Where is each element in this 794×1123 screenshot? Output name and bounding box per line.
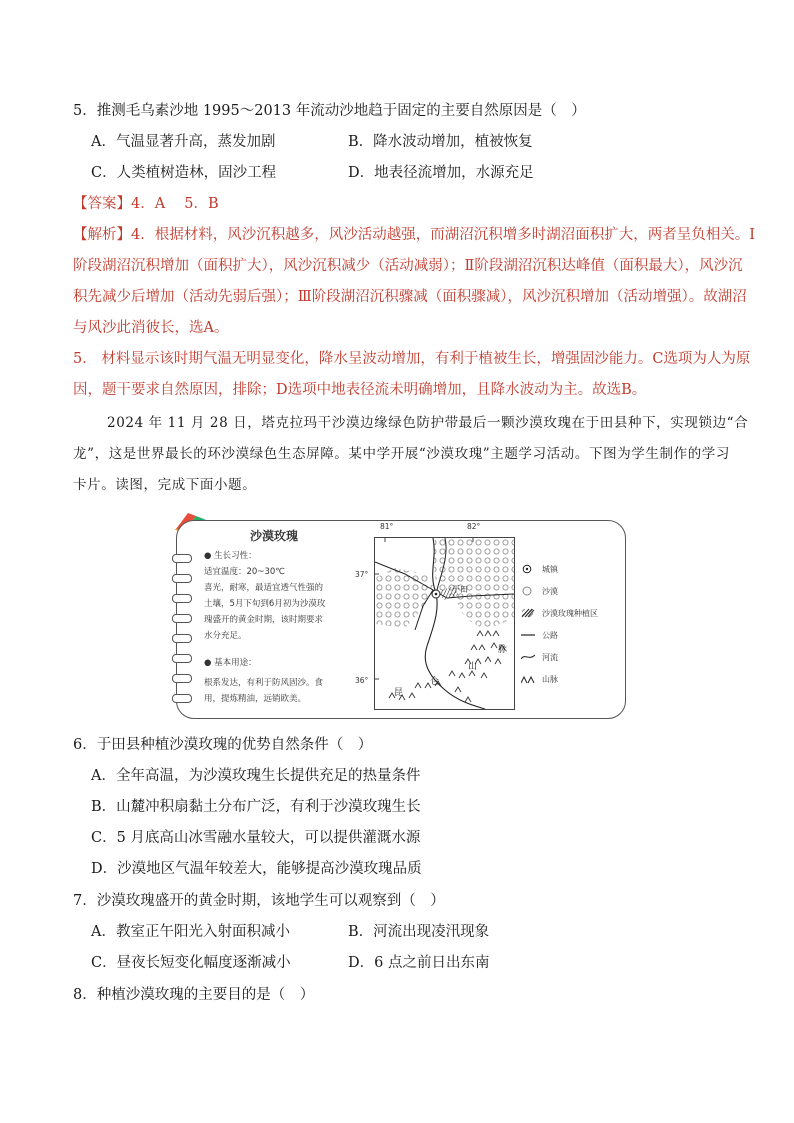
q7-option-c: C．昼夜长短变化幅度逐渐减小 — [91, 955, 291, 971]
q5-option-d: D．地表径流增加，水源充足 — [348, 165, 534, 181]
analysis-line-3: 积先减少后增加（活动先弱后强）；Ⅲ阶段湖沼沉积骤减（面积骤减），风沙沉积增加（活动增强）。故湖沼 — [73, 289, 747, 305]
analysis-line-4: 与风沙此消彼长，选A。 — [73, 320, 229, 336]
mountain-label-mai: 脉 — [498, 645, 508, 655]
binder-ring — [172, 674, 192, 683]
q6-option-c: C．5 月底高山冰雪融水量较大，可以提供灌溉水源 — [91, 830, 421, 846]
mountain-label-kun: 昆 — [394, 688, 404, 698]
q8-stem: 8．种植沙漠玫瑰的主要目的是（ ） — [73, 987, 315, 1003]
legend-label: 山脉 — [542, 675, 558, 684]
lat-label-36: 36° — [355, 676, 369, 685]
lon-label-82: 82° — [467, 522, 481, 531]
legend-label: 沙漠玫瑰种植区 — [542, 609, 598, 618]
card-sec1-line: 土壤，5月下旬到6月初为沙漠玫 — [204, 599, 326, 609]
q6-stem: 6．于田县种植沙漠玫瑰的优势自然条件（ ） — [73, 737, 373, 753]
legend-label: 沙漠 — [542, 587, 558, 596]
town-label: 于田 — [452, 585, 468, 594]
analysis-line-1 — [73, 225, 755, 245]
binder-ring — [172, 654, 192, 663]
mountain-label-lun: 仑 — [430, 677, 440, 687]
legend-label: 城镇 — [542, 565, 558, 574]
binder-ring — [172, 574, 192, 583]
q7-option-b: B．河流出现凌汛现象 — [348, 924, 490, 940]
answer-line — [73, 194, 219, 214]
answer-tag: 【答案】 — [73, 196, 131, 212]
legend-label: 河流 — [542, 653, 558, 662]
card-title: 沙漠玫瑰 — [250, 529, 299, 543]
binder-ring — [172, 554, 192, 563]
q6-option-a: A．全年高温，为沙漠玫瑰生长提供充足的热量条件 — [91, 768, 421, 784]
card-sec1-line: 喜光，耐寒，最适宜透气性强的 — [204, 583, 324, 593]
q6-option-d: D．沙漠地区气温年较差大，能够提高沙漠玫瑰品质 — [91, 861, 422, 877]
card-sec2-line: 根系发达，有利于防风固沙。食 — [204, 678, 324, 688]
analysis-tag: 【解析】 — [73, 227, 131, 243]
binder-ring — [172, 634, 192, 643]
card-sec1-title: ● 生长习性： — [204, 551, 257, 561]
lon-label-81: 81° — [380, 522, 394, 531]
q5-option-a: A．气温显著升高，蒸发加剧 — [91, 134, 276, 150]
card-sec2-line: 用，提炼精油，远销欧美。 — [204, 694, 307, 704]
q7-stem: 7．沙漠玫瑰盛开的黄金时期，该地学生可以观察到（ ） — [73, 893, 445, 909]
legend-label: 公路 — [542, 631, 558, 640]
material-line-3: 卡片。读图，完成下面小题。 — [73, 477, 257, 493]
q7-option-d: D．6 点之前日出东南 — [348, 955, 490, 971]
desert-area — [375, 568, 435, 628]
q7-option-a: A．教室正午阳光入射面积减小 — [91, 924, 290, 940]
desert-area — [433, 538, 514, 630]
lat-label-37: 37° — [355, 570, 369, 579]
binder-ring — [172, 694, 192, 703]
mountain-label-shan: 山 — [468, 662, 478, 672]
map-drawing — [375, 538, 514, 709]
card-sec1-line: 适宜温度：20~30℃ — [204, 567, 285, 577]
material-line-2: 龙”，这是世界最长的环沙漠绿色生态屏障。某中学开展“沙漠玫瑰”主题学习活动。下图为学生制作的学习 — [73, 446, 731, 462]
card-sec1-line: 水分充足。 — [204, 631, 247, 641]
analysis-line-2: 阶段湖沼沉积增加（面积扩大），风沙沉积减少（活动减弱）；Ⅱ阶段湖沼沉积达峰值（面积最大），风沙沉 — [73, 258, 743, 274]
q5-option-b: B．降水波动增加，植被恢复 — [348, 134, 533, 150]
q5-stem: 5．推测毛乌素沙地 1995～2013 年流动沙地趋于固定的主要自然原因是（ ） — [73, 103, 586, 119]
binder-ring — [172, 614, 192, 623]
analysis-text-1: 4．根据材料，风沙沉积越多，风沙活动越强，而湖沼沉积增多时湖沼面积扩大，两者呈负相关。Ⅰ — [131, 227, 755, 243]
analysis-line-6: 因，题干要求自然原因，排除；D选项中地表径流未明确增加，且降水波动为主。故选B。 — [73, 382, 647, 398]
answer-text: 4．A 5．B — [131, 196, 219, 212]
card-sec2-title: ● 基本用途： — [204, 658, 257, 668]
analysis-line-5: 5． 材料显示该时期气温无明显变化，降水呈波动增加，有利于植被生长，增强固沙能力。C选项为人为原 — [73, 351, 751, 367]
material-line-1: 2024 年 11 月 28 日，塔克拉玛干沙漠边缘绿色防护带最后一颗沙漠玫瑰在于田县种下，实现锁边“合 — [107, 415, 749, 431]
card-sec1-line: 瑰盛开的黄金时期，该时期要求 — [204, 615, 324, 625]
q5-option-c: C．人类植树造林，固沙工程 — [91, 165, 277, 181]
q6-option-b: B．山麓冲积扇黏土分布广泛，有利于沙漠玫瑰生长 — [91, 799, 421, 815]
binder-ring — [172, 594, 192, 603]
